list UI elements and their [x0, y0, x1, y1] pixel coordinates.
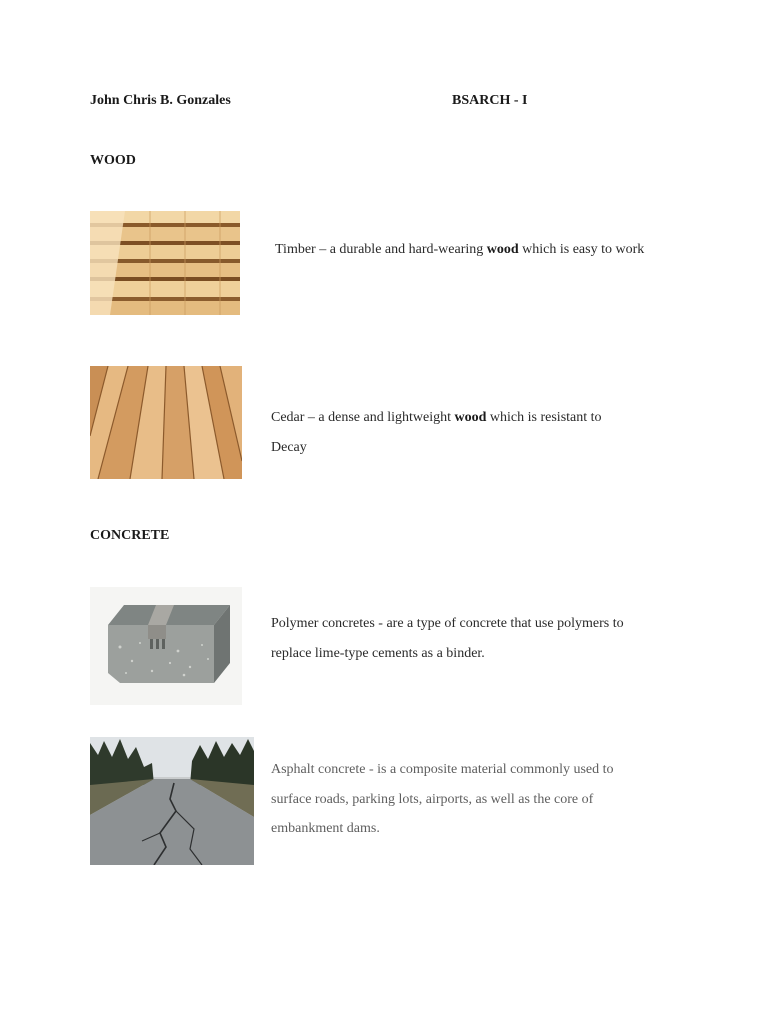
asphalt-line-1: Asphalt concrete - is a composite material commonly used to [271, 762, 614, 777]
author-name: John Chris B. Gonzales [90, 93, 231, 108]
polymer-concrete-description [271, 609, 624, 668]
timber-text-after: which is easy to work [518, 242, 645, 257]
section-heading-wood: WOOD [90, 153, 136, 168]
course-code: BSARCH - I [452, 93, 528, 108]
cedar-text-before: Cedar – a dense and lightweight [271, 410, 455, 425]
polymer-line-2: replace lime-type cements as a binder. [271, 645, 485, 661]
section-heading-concrete: CONCRETE [90, 528, 170, 543]
timber-text-bold: wood [486, 242, 519, 257]
polymer-line-1: Polymer concretes - are a type of concrete that use polymers to [271, 616, 624, 631]
asphalt-concrete-description [271, 755, 614, 844]
polymer-concrete-image [90, 587, 242, 705]
timber-text-before: Timber – a durable and hard-wearing [275, 242, 487, 257]
asphalt-line-3: embankment dams. [271, 821, 380, 836]
cedar-text-after: which is resistant to [486, 410, 602, 425]
timber-description [275, 235, 644, 265]
cedar-line-1 [271, 403, 602, 433]
cedar-text-bold: wood [454, 410, 487, 425]
cedar-image [90, 366, 242, 479]
cedar-line-2: Decay [271, 439, 307, 455]
asphalt-concrete-image [90, 737, 254, 865]
timber-image [90, 211, 240, 315]
asphalt-line-2: surface roads, parking lots, airports, as well as the core of [271, 791, 594, 807]
cedar-description [271, 403, 602, 462]
